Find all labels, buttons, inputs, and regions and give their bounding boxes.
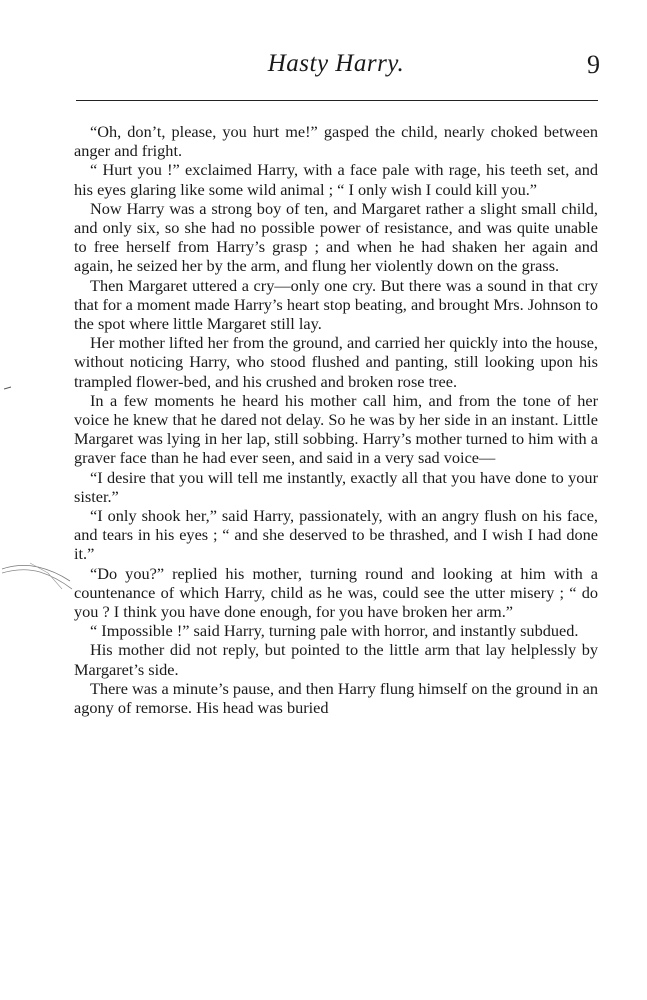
paragraph: In a few moments he heard his mother call him, and from the tone of her voice he knew that he dared not delay. So he was by her side in an instant. Little Margaret was lying in her lap, still sobbing. Harry’s mother turned to him with a graver face than he had ever seen, and said in a very sad voice— — [74, 390, 598, 468]
running-title: Hasty Harry. — [267, 50, 405, 77]
paragraph: “ Impossible !” said Harry, turning pale with horror, and instantly subdued. — [90, 621, 579, 641]
paragraph: Now Harry was a strong boy of ten, and Margaret rather a slight small child, and only six, so she had no possible power of resistance, and was quite unable to free herself from Harry’s grasp ; and when he had shaken her again and again, he seized her by the arm, and flung her violently down on the grass. — [74, 198, 598, 276]
paragraph: “I only shook her,” said Harry, passionately, with an angry flush on his face, and tears in his eyes ; “ and she deserved to be thrashed, and I wish I had done it.” — [74, 506, 598, 564]
paragraph: “ Hurt you !” exclaimed Harry, with a face pale with rage, his teeth set, and his eyes glaring like some wild animal ; “ I only wish I could kill you.” — [74, 160, 598, 199]
paragraph: His mother did not reply, but pointed to the little arm that lay helplessly by Margaret’s side. — [74, 640, 598, 679]
page-header — [72, 44, 600, 86]
paragraph: Then Margaret uttered a cry—only one cry. But there was a sound in that cry that for a moment made Harry’s heart stop beating, and brought Mrs. Johnson to the spot where little Margaret still lay. — [74, 275, 598, 334]
body-text — [74, 122, 598, 717]
paragraph: “I desire that you will tell me instantly, exactly all that you have done to your sister.” — [74, 467, 598, 506]
paragraph: There was a minute’s pause, and then Harry flung himself on the ground in an agony of remorse. His head was buried — [74, 678, 598, 718]
paragraph: “Oh, don’t, please, you hurt me!” gasped the child, nearly choked between anger and fright. — [74, 122, 598, 161]
page-number: 9 — [587, 50, 600, 79]
paragraph: Her mother lifted her from the ground, and carried her quickly into the house, without noticing Harry, who stood flushed and panting, still looking upon his trampled flower-bed, and his crushed and broken rose tree. — [74, 333, 598, 391]
header-rule — [76, 100, 598, 101]
paragraph: “Do you?” replied his mother, turning round and looking at him with a countenance of which Harry, child as he was, could see the utter misery ; “ do you ? I think you have done enough, for you have broken her arm.” — [74, 563, 598, 622]
margin-tick-mark — [4, 386, 12, 390]
